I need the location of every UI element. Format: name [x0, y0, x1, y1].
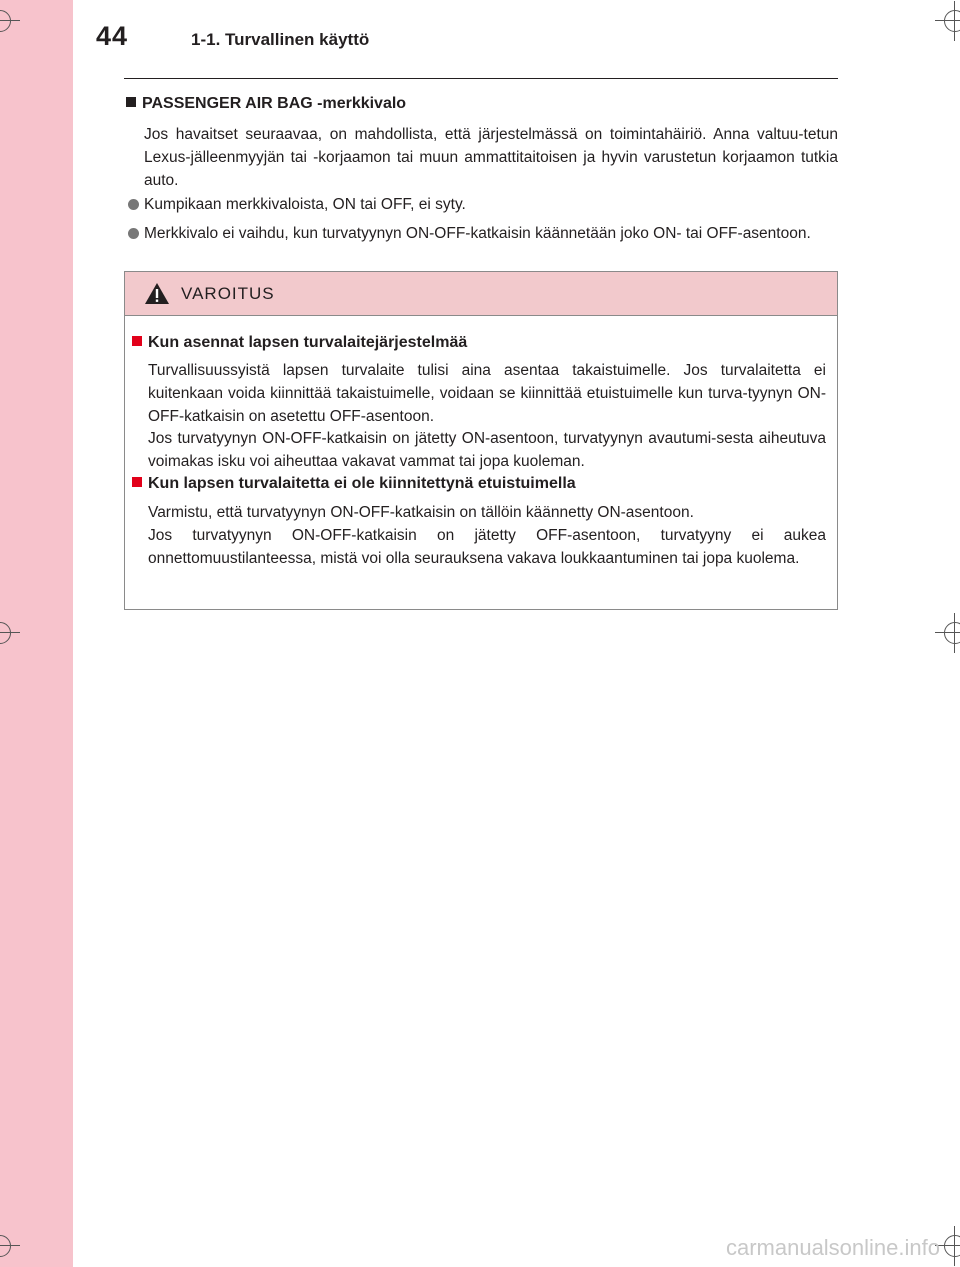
watermark: carmanualsonline.info [725, 1235, 940, 1260]
section-heading [126, 95, 406, 113]
warning-section-heading [132, 334, 467, 352]
registration-mark-icon [935, 613, 960, 653]
page-number: 44 [96, 21, 129, 51]
warning-header [125, 272, 837, 316]
round-bullet-icon [128, 228, 139, 239]
section-heading-text: PASSENGER AIR BAG -merkkivalo [142, 95, 407, 112]
list-item [128, 222, 838, 245]
registration-mark-icon [935, 1, 960, 41]
warning-section-heading-text: Kun asennat lapsen turvalaitejärjestelmää [148, 334, 468, 351]
intro-paragraph: Jos havaitset seuraavaa, on mahdollista, että järjestelmässä on toimintahäiriö. Anna valtuu-tetun Lexus-jälleenmyyjän tai -korjaamon tai muun ammattitaitoisen ja hyvin varustetun korjaamon tutkia auto. [144, 126, 838, 189]
warning-box [124, 271, 838, 610]
round-bullet-icon [128, 199, 139, 210]
warning-paragraph: Jos turvatyynyn ON-OFF-katkaisin on jätetty ON-asentoon, turvatyynyn avautumi-sesta aiheutuva voimakas isku voi aiheuttaa vakavat vammat tai jopa kuoleman. [148, 430, 826, 470]
warning-paragraph: Turvallisuussyistä lapsen turvalaite tulisi aina asentaa takaistuimelle. Jos turvalaitetta ei kuitenkaan voida kiinnittää takaistuimelle, voidaan se kiinnittää etuistuimelle kun turva-tyynyn ON-OFF-katkaisin on asetettu OFF-asentoon. [148, 362, 826, 425]
square-bullet-icon [126, 97, 136, 107]
warning-section-heading-text: Kun lapsen turvalaitetta ei ole kiinnitettynä etuistuimella [148, 475, 576, 492]
registration-mark-icon [0, 1, 20, 41]
list-item-text: Kumpikaan merkkivaloista, ON tai OFF, ei syty. [144, 196, 466, 213]
square-bullet-icon [132, 336, 142, 346]
warning-paragraph: Jos turvatyynyn ON-OFF-katkaisin on jätetty OFF-asentoon, turvatyyny ei aukea onnettomuustilanteessa, mistä voi olla seurauksena vakava loukkaantuminen tai jopa kuolema. [148, 527, 826, 567]
registration-mark-icon [0, 1226, 20, 1266]
warning-section-heading [132, 475, 576, 493]
list-item-text: Merkkivalo ei vaihdu, kun turvatyynyn ON-OFF-katkaisin käännetään joko ON- tai OFF-asentoon. [144, 225, 811, 242]
registration-mark-icon [0, 613, 20, 653]
warning-title: VAROITUS [181, 284, 275, 303]
warning-paragraph: Varmistu, että turvatyynyn ON-OFF-katkaisin on tällöin käännetty ON-asentoon. [148, 504, 694, 521]
section-title: 1-1. Turvallinen käyttö [191, 30, 370, 49]
square-bullet-icon [132, 477, 142, 487]
header-divider [124, 78, 838, 79]
warning-triangle-icon [144, 282, 170, 305]
list-item [128, 193, 838, 216]
